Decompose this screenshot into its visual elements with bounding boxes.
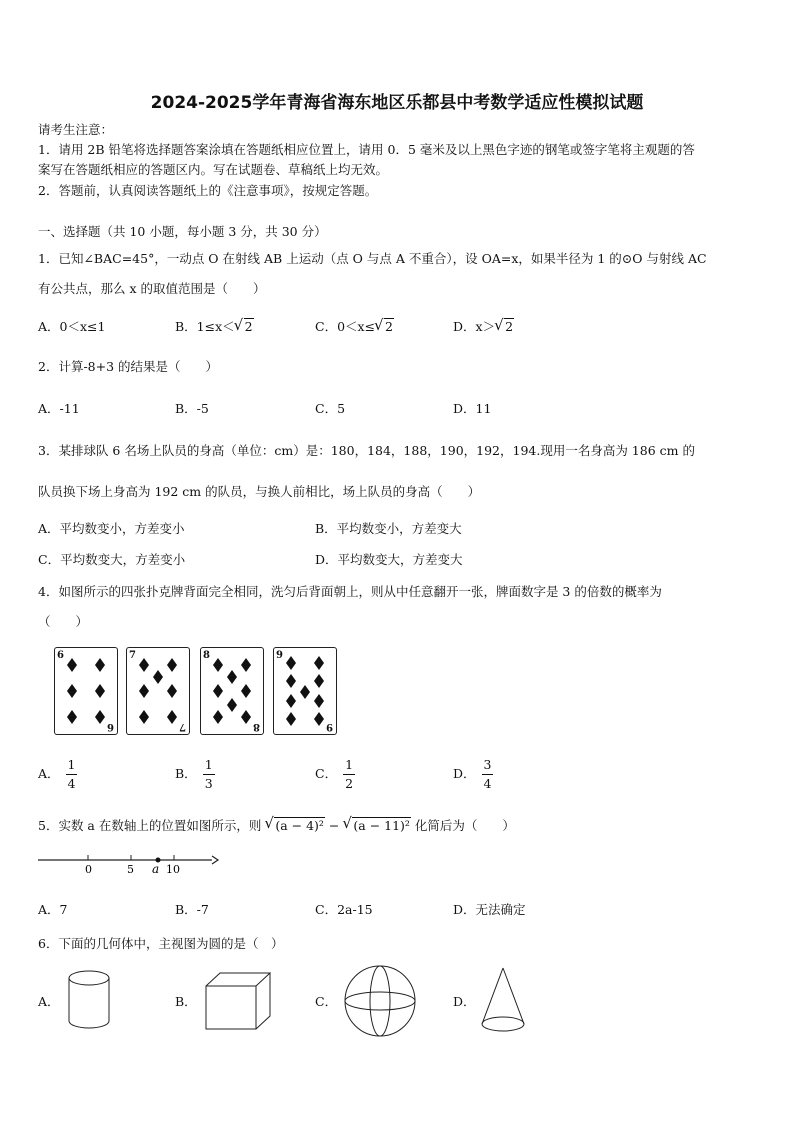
q1-stem-cont: 有公共点，那么 x 的取值范围是（ ） bbox=[38, 281, 266, 296]
q6-option-b[interactable]: B． bbox=[175, 994, 197, 1009]
q5-stem-text-cont: 化简后为（ ） bbox=[414, 818, 515, 833]
radicand: 2 bbox=[505, 319, 514, 334]
q3-stem-cont: 队员换下场上身高为 192 cm 的队员，与换人前相比，场上队员的身高（ ） bbox=[38, 484, 481, 499]
fraction bbox=[482, 756, 494, 793]
sphere-icon bbox=[342, 963, 418, 1039]
card-rank: 6 bbox=[57, 650, 64, 661]
q5-stem bbox=[38, 816, 515, 836]
fraction bbox=[203, 756, 215, 793]
q4-option-d[interactable] bbox=[453, 756, 493, 793]
denominator: 4 bbox=[483, 776, 492, 791]
denominator: 4 bbox=[67, 776, 76, 791]
sqrt-symbol bbox=[495, 319, 514, 334]
q2-option-a[interactable]: A．-11 bbox=[38, 401, 80, 416]
fraction bbox=[66, 756, 78, 793]
card-rank: 7 bbox=[129, 650, 136, 661]
q1-stem: 1．已知∠BAC=45°，一动点 O 在射线 AB 上运动（点 O 与点 A 不重合），设 OA=x，如果半径为 1 的⊙O 与射线 AC bbox=[38, 251, 707, 266]
q5-option-c[interactable]: C．2a-15 bbox=[315, 902, 373, 917]
number-line bbox=[36, 848, 220, 878]
q4-option-a[interactable] bbox=[38, 756, 77, 793]
sqrt-symbol bbox=[343, 816, 411, 836]
q3-option-a[interactable]: A．平均数变小，方差变小 bbox=[38, 521, 185, 536]
section-heading: 一、选择题（共 10 小题，每小题 3 分，共 30 分） bbox=[38, 224, 327, 239]
q5-stem-text: 5．实数 a 在数轴上的位置如图所示，则 bbox=[38, 818, 262, 833]
numerator: 1 bbox=[203, 756, 215, 775]
denominator: 3 bbox=[204, 776, 213, 791]
notice-item-1-cont: 案写在答题纸相应的答题区内。写在试题卷、草稿纸上均无效。 bbox=[38, 162, 389, 177]
cube-icon bbox=[203, 970, 275, 1032]
numerator: 1 bbox=[66, 756, 78, 775]
q5-option-d[interactable]: D．无法确定 bbox=[453, 902, 526, 917]
minus-sign: − bbox=[328, 818, 340, 833]
q2-stem: 2．计算-8+3 的结果是（ ） bbox=[38, 359, 219, 374]
q1-option-b-label: B．1≤x＜ bbox=[175, 319, 235, 334]
card-rank: 9 bbox=[326, 721, 333, 732]
tick-label-10: 10 bbox=[166, 863, 180, 876]
cone-icon bbox=[478, 966, 528, 1036]
q5-option-a[interactable]: A．7 bbox=[38, 902, 68, 917]
radicand: 2 bbox=[244, 319, 253, 334]
denominator: 2 bbox=[345, 776, 354, 791]
q1-option-c[interactable] bbox=[315, 317, 394, 335]
card-rank: 6 bbox=[107, 721, 114, 732]
q1-option-a[interactable]: A．0＜x≤1 bbox=[38, 319, 106, 334]
sqrt-symbol bbox=[235, 319, 254, 334]
q1-option-c-label: C．0＜x≤ bbox=[315, 319, 376, 334]
playing-card-6 bbox=[54, 647, 118, 735]
tick-label-a: a bbox=[152, 862, 160, 876]
q3-option-d[interactable]: D．平均数变大，方差变大 bbox=[315, 552, 463, 567]
option-label: D． bbox=[453, 766, 476, 781]
q4-stem: 4．如图所示的四张扑克牌背面完全相同，洗匀后背面朝上，则从中任意翻开一张，牌面数字是 3 的倍数的概率为 bbox=[38, 584, 662, 599]
q4-option-c[interactable] bbox=[315, 756, 355, 793]
sqrt-symbol bbox=[375, 319, 394, 334]
fraction bbox=[343, 756, 355, 793]
q3-stem: 3．某排球队 6 名场上队员的身高（单位：cm）是：180，184，188，190，192，194.现用一名身高为 186 cm 的 bbox=[38, 443, 695, 458]
q6-option-c[interactable]: C． bbox=[315, 994, 338, 1009]
tick-label-0: 0 bbox=[85, 863, 92, 876]
q6-option-d[interactable]: D． bbox=[453, 994, 476, 1009]
playing-card-9 bbox=[273, 647, 337, 735]
q5-option-b[interactable]: B．-7 bbox=[175, 902, 209, 917]
q1-option-d[interactable] bbox=[453, 317, 514, 335]
notice-heading: 请考生注意： bbox=[38, 122, 114, 137]
notice-item-1: 1．请用 2B 铅笔将选择题答案涂填在答题纸相应位置上，请用 0．5 毫米及以上黑色字迹的钢笔或签字笔将主观题的答 bbox=[38, 142, 695, 157]
q3-option-c[interactable]: C．平均数变大，方差变小 bbox=[38, 552, 186, 567]
q4-option-b[interactable] bbox=[175, 756, 215, 793]
numerator: 3 bbox=[482, 756, 494, 775]
card-rank: 8 bbox=[253, 721, 260, 732]
card-rank: 9 bbox=[276, 650, 283, 661]
page-title: 2024-2025学年青海省海东地区乐都县中考数学适应性模拟试题 bbox=[150, 93, 644, 113]
tick-label-5: 5 bbox=[127, 863, 134, 876]
q1-option-b[interactable] bbox=[175, 317, 254, 335]
sqrt-symbol bbox=[265, 816, 325, 836]
radicand: (a − 11)² bbox=[353, 818, 410, 833]
option-label: B． bbox=[175, 766, 197, 781]
option-label: A． bbox=[38, 766, 60, 781]
q6-stem: 6．下面的几何体中，主视图为圆的是（ ） bbox=[38, 936, 284, 951]
q4-stem-cont: （ ） bbox=[38, 614, 89, 629]
radicand: 2 bbox=[385, 319, 393, 334]
q1-option-d-label: D．x＞ bbox=[453, 319, 496, 334]
cylinder-icon bbox=[64, 968, 114, 1032]
q3-option-b[interactable]: B．平均数变小，方差变大 bbox=[315, 521, 462, 536]
radicand: (a − 4)² bbox=[275, 818, 324, 833]
playing-card-8 bbox=[200, 647, 264, 735]
q2-option-d[interactable]: D．11 bbox=[453, 401, 492, 416]
notice-item-2: 2．答题前，认真阅读答题纸上的《注意事项》，按规定答题。 bbox=[38, 183, 378, 198]
q6-option-a[interactable]: A． bbox=[38, 994, 60, 1009]
card-rank: 7 bbox=[179, 721, 186, 732]
q2-option-c[interactable]: C．5 bbox=[315, 401, 346, 416]
numerator: 1 bbox=[343, 756, 355, 775]
playing-card-7 bbox=[126, 647, 190, 735]
option-label: C． bbox=[315, 766, 338, 781]
q2-option-b[interactable]: B．-5 bbox=[175, 401, 209, 416]
card-rank: 8 bbox=[203, 650, 210, 661]
